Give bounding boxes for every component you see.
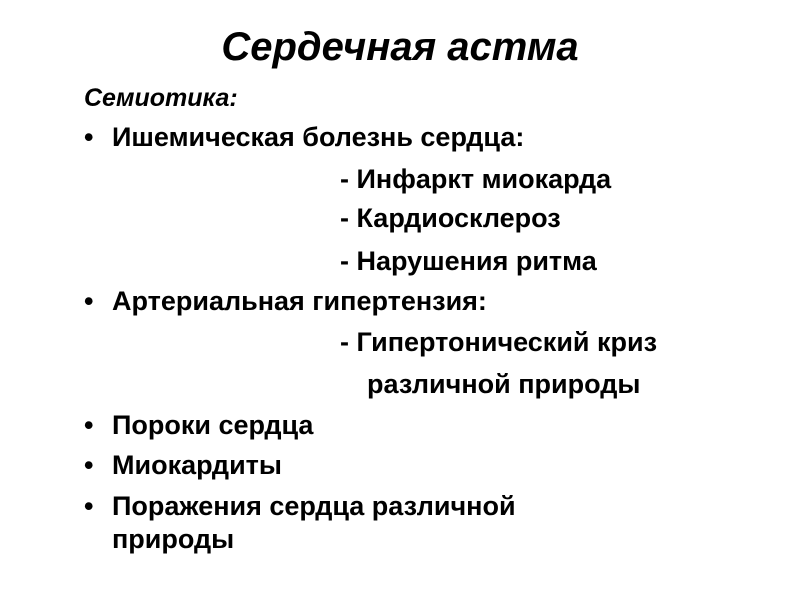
list-item-defects: Пороки сердца — [112, 410, 314, 440]
bullet-icon: • — [84, 410, 94, 440]
bullet-icon: • — [84, 491, 94, 521]
list-item-lesions-line1: Поражения сердца различной — [112, 491, 516, 521]
subitem-crisis: - Гипертонический криз — [340, 327, 658, 357]
subitem-rhythm: - Нарушения ритма — [340, 246, 597, 276]
bullet-icon: • — [84, 450, 94, 480]
list-item-myocarditis: Миокардиты — [112, 450, 282, 480]
list-item-lesions-line2: природы — [112, 524, 235, 554]
list-item-ischemic: Ишемическая болезнь сердца: — [112, 122, 525, 152]
slide-subtitle: Семиотика: — [84, 84, 238, 112]
list-item-hypertension: Артериальная гипертензия: — [112, 286, 487, 316]
subitem-cardiosclerosis: - Кардиосклероз — [340, 203, 561, 233]
subitem-crisis-continued: различной природы — [367, 369, 641, 399]
bullet-icon: • — [84, 286, 94, 316]
slide-title: Сердечная астма — [221, 25, 579, 69]
subitem-infarct: - Инфаркт миокарда — [340, 164, 612, 194]
bullet-icon: • — [84, 122, 94, 152]
